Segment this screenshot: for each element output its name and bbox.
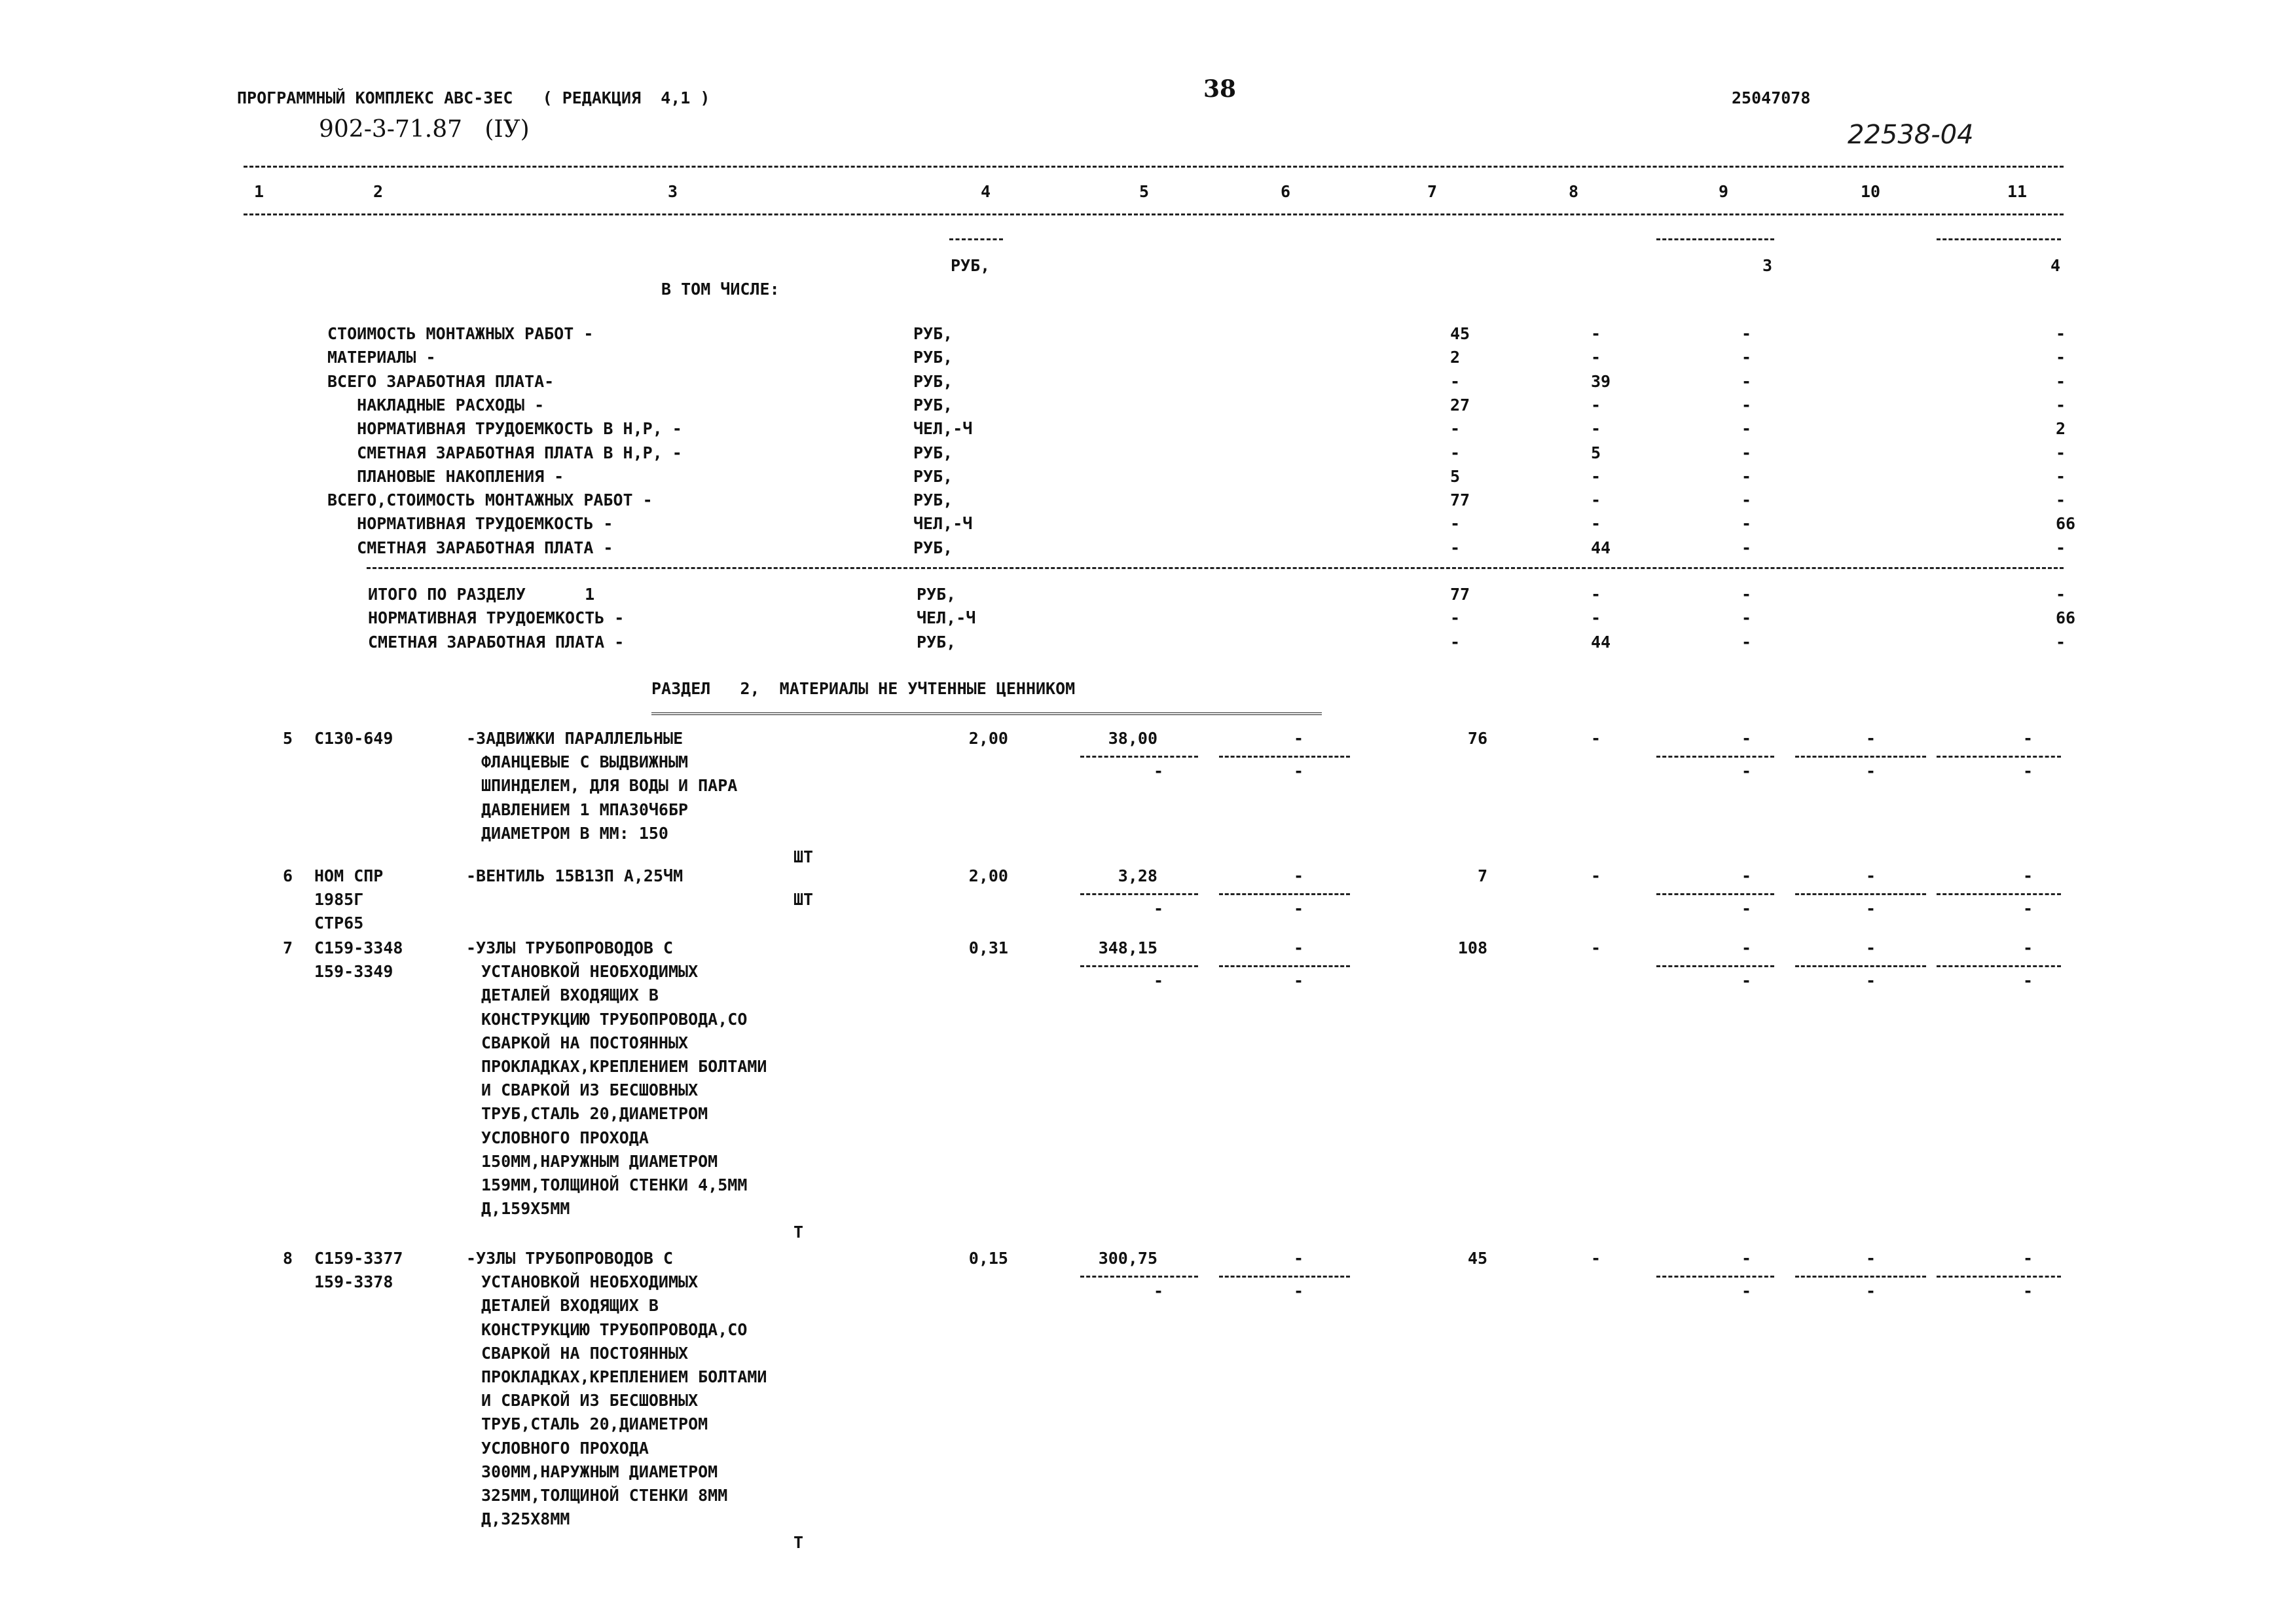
item-number: 5	[283, 729, 293, 748]
item-description-line: И СВАРКОЙ ИЗ БЕСШОВНЫХ	[481, 1391, 699, 1411]
item-sub-c5: -	[1154, 762, 1164, 781]
column-number: 10	[1861, 182, 1881, 201]
item-description-line: СВАРКОЙ НА ПОСТОЯННЫХ	[481, 1033, 689, 1052]
item-description-line: КОНСТРУКЦИЮ ТРУБОПРОВОДА,СО	[481, 1009, 748, 1029]
item-sub-c5: -	[1154, 1282, 1164, 1301]
summary-row-c9: -	[1741, 395, 1752, 415]
item-c11-rule	[1937, 1276, 2061, 1278]
summary-row-c7: 77	[1450, 490, 1470, 510]
item-number: 7	[283, 938, 293, 957]
item-description-line: ДАВЛЕНИЕМ 1 МПА30Ч6БР	[481, 800, 689, 819]
total-row-c7: -	[1450, 608, 1461, 628]
summary-row-c9: -	[1741, 443, 1752, 462]
item-sub-c5: -	[1154, 971, 1164, 991]
total-row-c7: 77	[1450, 585, 1470, 604]
column-number: 7	[1427, 182, 1438, 201]
item-price-rule	[1080, 965, 1198, 967]
item-c9: -	[1741, 938, 1752, 957]
item-c10-rule	[1795, 965, 1926, 967]
item-c8: -	[1591, 938, 1601, 957]
summary-row-c9: -	[1741, 419, 1752, 439]
summary-row-c8: -	[1591, 324, 1601, 343]
total-row-c8: 44	[1591, 632, 1611, 652]
item-c6-rule	[1219, 756, 1350, 758]
summary-row-c9: -	[1741, 371, 1752, 391]
summary-row-c8: -	[1591, 514, 1601, 534]
item-description-line: ДЕТАЛЕЙ ВХОДЯЩИХ В	[481, 1296, 659, 1316]
item-price: 300,75	[1098, 1249, 1157, 1268]
header-rule-top	[244, 166, 2064, 168]
column-number: 2	[373, 182, 384, 201]
column-number: 6	[1281, 182, 1291, 201]
total-row-c11: 66	[2056, 608, 2076, 628]
item-sub-c6: -	[1294, 899, 1304, 919]
top-heading: В ТОМ ЧИСЛЕ:	[661, 280, 780, 299]
summary-row-unit: РУБ,	[913, 443, 953, 462]
summary-row-c8: 44	[1591, 538, 1611, 557]
summary-row-unit: РУБ,	[913, 371, 953, 391]
item-sub-c11: -	[2023, 971, 2033, 991]
item-price-rule	[1080, 1276, 1198, 1278]
top-dash-col9	[1656, 238, 1774, 240]
column-number: 9	[1719, 182, 1729, 201]
item-total: 76	[1467, 729, 1487, 748]
summary-row-c11: 66	[2056, 514, 2076, 534]
item-c10: -	[1866, 938, 1876, 957]
item-c11: -	[2023, 1249, 2033, 1268]
header-rule-bottom	[244, 213, 2064, 215]
item-c8: -	[1591, 866, 1601, 885]
item-c6: -	[1294, 866, 1304, 885]
document-id: 902-3-71.87 (IУ)	[319, 116, 530, 143]
item-c6: -	[1294, 1249, 1304, 1268]
summary-row-c8: 5	[1591, 443, 1601, 462]
summary-row-label: СТОИМОСТЬ МОНТАЖНЫХ РАБОТ -	[327, 324, 594, 343]
column-number: 3	[668, 182, 678, 201]
item-description-line: -ВЕНТИЛЬ 15В13П А,25ЧМ	[466, 866, 683, 885]
item-c9: -	[1741, 729, 1752, 748]
summary-row-c9: -	[1741, 324, 1752, 343]
summary-rule	[367, 567, 2064, 569]
summary-row-label: СМЕТНАЯ ЗАРАБОТНАЯ ПЛАТА В Н,Р, -	[327, 443, 682, 462]
column-number: 11	[2007, 182, 2028, 201]
item-c10-rule	[1795, 1276, 1926, 1278]
summary-row-c7: 45	[1450, 324, 1470, 343]
item-description-line: 300ММ,НАРУЖНЫМ ДИАМЕТРОМ	[481, 1462, 718, 1481]
summary-row-c8: 39	[1591, 371, 1611, 391]
item-c9-rule	[1656, 1276, 1774, 1278]
item-sub-c9: -	[1741, 971, 1752, 991]
item-sub-c10: -	[1866, 762, 1876, 781]
item-sub-c9: -	[1741, 762, 1752, 781]
item-unit: Т	[793, 1223, 804, 1242]
item-number: 8	[283, 1249, 293, 1268]
item-c11: -	[2023, 866, 2033, 885]
item-price: 38,00	[1108, 729, 1157, 748]
item-c9: -	[1741, 866, 1752, 885]
total-row-unit: РУБ,	[917, 632, 957, 652]
summary-row-c7: 2	[1450, 348, 1461, 367]
item-code: НОМ СПР	[314, 866, 384, 885]
summary-row-label: НОРМАТИВНАЯ ТРУДОЕМКОСТЬ -	[327, 514, 613, 534]
top-dash-col11	[1937, 238, 2061, 240]
summary-row-label: ВСЕГО ЗАРАБОТНАЯ ПЛАТА-	[327, 371, 555, 391]
item-sub-c10: -	[1866, 899, 1876, 919]
total-row-c7: -	[1450, 632, 1461, 652]
item-description-line: СВАРКОЙ НА ПОСТОЯННЫХ	[481, 1343, 689, 1363]
item-code: СТР65	[314, 913, 364, 933]
summary-row-label: НАКЛАДНЫЕ РАСХОДЫ -	[327, 395, 545, 415]
total-row-c11: -	[2056, 585, 2066, 604]
item-sub-c6: -	[1294, 971, 1304, 991]
item-c10-rule	[1795, 756, 1926, 758]
summary-row-c11: -	[2056, 443, 2066, 462]
item-description-line: ПРОКЛАДКАХ,КРЕПЛЕНИЕМ БОЛТАМИ	[481, 1057, 767, 1076]
summary-row-unit: РУБ,	[913, 348, 953, 367]
item-code: 159-3349	[314, 962, 393, 982]
item-price-rule	[1080, 756, 1198, 758]
item-code: С130-649	[314, 729, 393, 748]
item-price: 3,28	[1118, 866, 1157, 885]
item-description-line: КОНСТРУКЦИЮ ТРУБОПРОВОДА,СО	[481, 1320, 748, 1339]
column-number: 8	[1569, 182, 1579, 201]
summary-row-c7: 5	[1450, 466, 1461, 486]
summary-row-c11: -	[2056, 538, 2066, 557]
item-sub-c5: -	[1154, 899, 1164, 919]
summary-row-c11: -	[2056, 466, 2066, 486]
summary-row-unit: ЧЕЛ,-Ч	[913, 419, 973, 439]
item-description-line: Д,325Х8ММ	[481, 1509, 570, 1529]
item-c10: -	[1866, 1249, 1876, 1268]
item-description-line: ДИАМЕТРОМ В ММ: 150	[481, 823, 668, 843]
summary-row-label: НОРМАТИВНАЯ ТРУДОЕМКОСТЬ В Н,Р, -	[327, 419, 682, 439]
item-qty: 2,00	[968, 866, 1008, 885]
top-col11: 4	[2050, 256, 2061, 275]
page-number: 38	[1203, 75, 1237, 103]
summary-row-unit: ЧЕЛ,-Ч	[913, 514, 973, 534]
item-sub-c10: -	[1866, 971, 1876, 991]
summary-row-c7: -	[1450, 514, 1461, 534]
item-description-line: -УЗЛЫ ТРУБОПРОВОДОВ С	[466, 938, 674, 957]
item-description-line: 325ММ,ТОЛЩИНОЙ СТЕНКИ 8ММ	[481, 1486, 728, 1505]
item-description-line: 150ММ,НАРУЖНЫМ ДИАМЕТРОМ	[481, 1151, 718, 1171]
summary-row-c7: 27	[1450, 395, 1470, 415]
summary-row-c7: -	[1450, 443, 1461, 462]
column-number: 1	[254, 182, 264, 201]
total-row-c9: -	[1741, 585, 1752, 604]
item-description-line: -УЗЛЫ ТРУБОПРОВОДОВ С	[466, 1249, 674, 1268]
item-description-line: ТРУБ,СТАЛЬ 20,ДИАМЕТРОМ	[481, 1104, 708, 1124]
item-c6: -	[1294, 729, 1304, 748]
item-c11: -	[2023, 938, 2033, 957]
item-description-line: -ЗАДВИЖКИ ПАРАЛЛЕЛЬНЫЕ	[466, 729, 683, 748]
item-c10: -	[1866, 866, 1876, 885]
item-description-line: Д,159Х5ММ	[481, 1199, 570, 1219]
item-code: С159-3377	[314, 1249, 403, 1268]
item-price-rule	[1080, 893, 1198, 895]
item-c9-rule	[1656, 965, 1774, 967]
item-c11-rule	[1937, 893, 2061, 895]
summary-row-c11: -	[2056, 371, 2066, 391]
item-description-line: УСТАНОВКОЙ НЕОБХОДИМЫХ	[481, 962, 699, 982]
summary-row-c11: 2	[2056, 419, 2066, 439]
summary-row-c7: -	[1450, 538, 1461, 557]
top-col9: 3	[1762, 256, 1773, 275]
item-description-line: УСТАНОВКОЙ НЕОБХОДИМЫХ	[481, 1272, 699, 1292]
total-row-unit: ЧЕЛ,-Ч	[917, 608, 976, 628]
item-c11: -	[2023, 729, 2033, 748]
item-c9: -	[1741, 1249, 1752, 1268]
summary-row-c8: -	[1591, 419, 1601, 439]
summary-row-c8: -	[1591, 348, 1601, 367]
summary-row-c9: -	[1741, 490, 1752, 510]
item-description-line: ФЛАНЦЕВЫЕ С ВЫДВИЖНЫМ	[481, 752, 689, 772]
item-qty: 0,15	[968, 1249, 1008, 1268]
summary-row-c11: -	[2056, 490, 2066, 510]
total-row-unit: РУБ,	[917, 585, 957, 604]
summary-row-unit: РУБ,	[913, 490, 953, 510]
item-description-line: ШПИНДЕЛЕМ, ДЛЯ ВОДЫ И ПАРА	[481, 776, 738, 796]
item-number: 6	[283, 866, 293, 885]
summary-row-c11: -	[2056, 324, 2066, 343]
total-row-c8: -	[1591, 608, 1601, 628]
summary-row-unit: РУБ,	[913, 538, 953, 557]
summary-row-label: ПЛАНОВЫЕ НАКОПЛЕНИЯ -	[327, 466, 564, 486]
item-c10-rule	[1795, 893, 1926, 895]
summary-row-c9: -	[1741, 466, 1752, 486]
item-description-line: ПРОКЛАДКАХ,КРЕПЛЕНИЕМ БОЛТАМИ	[481, 1367, 767, 1386]
item-c9-rule	[1656, 893, 1774, 895]
item-total: 7	[1477, 866, 1487, 885]
item-c11-rule	[1937, 965, 2061, 967]
item-sub-c6: -	[1294, 1282, 1304, 1301]
item-sub-c9: -	[1741, 899, 1752, 919]
item-c8: -	[1591, 729, 1601, 748]
item-c9-rule	[1656, 756, 1774, 758]
item-sub-c11: -	[2023, 1282, 2033, 1301]
summary-row-c11: -	[2056, 348, 2066, 367]
column-number: 5	[1139, 182, 1150, 201]
item-description-line: 159ММ,ТОЛЩИНОЙ СТЕНКИ 4,5ММ	[481, 1175, 748, 1194]
summary-row-c8: -	[1591, 395, 1601, 415]
program-header: ПРОГРАММНЫЙ КОМПЛЕКС АВС-ЗЕС ( РЕДАКЦИЯ 4,1 )	[237, 88, 710, 107]
summary-row-c7: -	[1450, 419, 1461, 439]
summary-row-c7: -	[1450, 371, 1461, 391]
summary-row-unit: РУБ,	[913, 466, 953, 486]
item-c11-rule	[1937, 756, 2061, 758]
item-description-line: И СВАРКОЙ ИЗ БЕСШОВНЫХ	[481, 1080, 699, 1100]
item-c6: -	[1294, 938, 1304, 957]
item-unit: ШТ	[793, 847, 814, 866]
summary-row-unit: РУБ,	[913, 395, 953, 415]
handwritten-number: 22538-04	[1848, 120, 1974, 150]
item-description-line: УСЛОВНОГО ПРОХОДА	[481, 1128, 649, 1147]
summary-row-label: ВСЕГО,СТОИМОСТЬ МОНТАЖНЫХ РАБОТ -	[327, 490, 653, 510]
item-unit: ШТ	[793, 890, 814, 910]
item-code: 1985Г	[314, 890, 364, 910]
total-row-c8: -	[1591, 585, 1601, 604]
summary-row-c11: -	[2056, 395, 2066, 415]
section2-title: РАЗДЕЛ 2, МАТЕРИАЛЫ НЕ УЧТЕННЫЕ ЦЕННИКОМ	[651, 679, 1076, 698]
item-c10: -	[1866, 729, 1876, 748]
item-sub-c6: -	[1294, 762, 1304, 781]
item-qty: 0,31	[968, 938, 1008, 957]
item-total: 45	[1467, 1249, 1487, 1268]
summary-row-c8: -	[1591, 490, 1601, 510]
total-row-label: СМЕТНАЯ ЗАРАБОТНАЯ ПЛАТА -	[368, 632, 625, 652]
item-total: 108	[1457, 938, 1487, 957]
top-unit: РУБ,	[951, 256, 991, 275]
summary-row-c8: -	[1591, 466, 1601, 486]
section2-underline	[651, 712, 1322, 715]
item-code: 159-3378	[314, 1272, 393, 1292]
item-c6-rule	[1219, 1276, 1350, 1278]
item-price: 348,15	[1098, 938, 1157, 957]
item-sub-c9: -	[1741, 1282, 1752, 1301]
item-c8: -	[1591, 1249, 1601, 1268]
total-row-c9: -	[1741, 608, 1752, 628]
item-description-line: ТРУБ,СТАЛЬ 20,ДИАМЕТРОМ	[481, 1414, 708, 1434]
total-row-c11: -	[2056, 632, 2066, 652]
summary-row-label: СМЕТНАЯ ЗАРАБОТНАЯ ПЛАТА -	[327, 538, 613, 557]
summary-row-c9: -	[1741, 348, 1752, 367]
document-code: 25047078	[1732, 88, 1811, 107]
column-number: 4	[981, 182, 991, 201]
total-row-label: ИТОГО ПО РАЗДЕЛУ 1	[368, 585, 595, 604]
item-code: С159-3348	[314, 938, 403, 957]
summary-row-label: МАТЕРИАЛЫ -	[327, 348, 436, 367]
top-dash	[949, 238, 1003, 240]
total-row-c9: -	[1741, 632, 1752, 652]
item-unit: Т	[793, 1533, 804, 1553]
summary-row-c9: -	[1741, 514, 1752, 534]
item-qty: 2,00	[968, 729, 1008, 748]
item-c6-rule	[1219, 965, 1350, 967]
item-sub-c11: -	[2023, 899, 2033, 919]
item-sub-c10: -	[1866, 1282, 1876, 1301]
total-row-label: НОРМАТИВНАЯ ТРУДОЕМКОСТЬ -	[368, 608, 625, 628]
summary-row-unit: РУБ,	[913, 324, 953, 343]
item-description-line: ДЕТАЛЕЙ ВХОДЯЩИХ В	[481, 986, 659, 1005]
item-c6-rule	[1219, 893, 1350, 895]
summary-row-c9: -	[1741, 538, 1752, 557]
item-sub-c11: -	[2023, 762, 2033, 781]
item-description-line: УСЛОВНОГО ПРОХОДА	[481, 1438, 649, 1458]
